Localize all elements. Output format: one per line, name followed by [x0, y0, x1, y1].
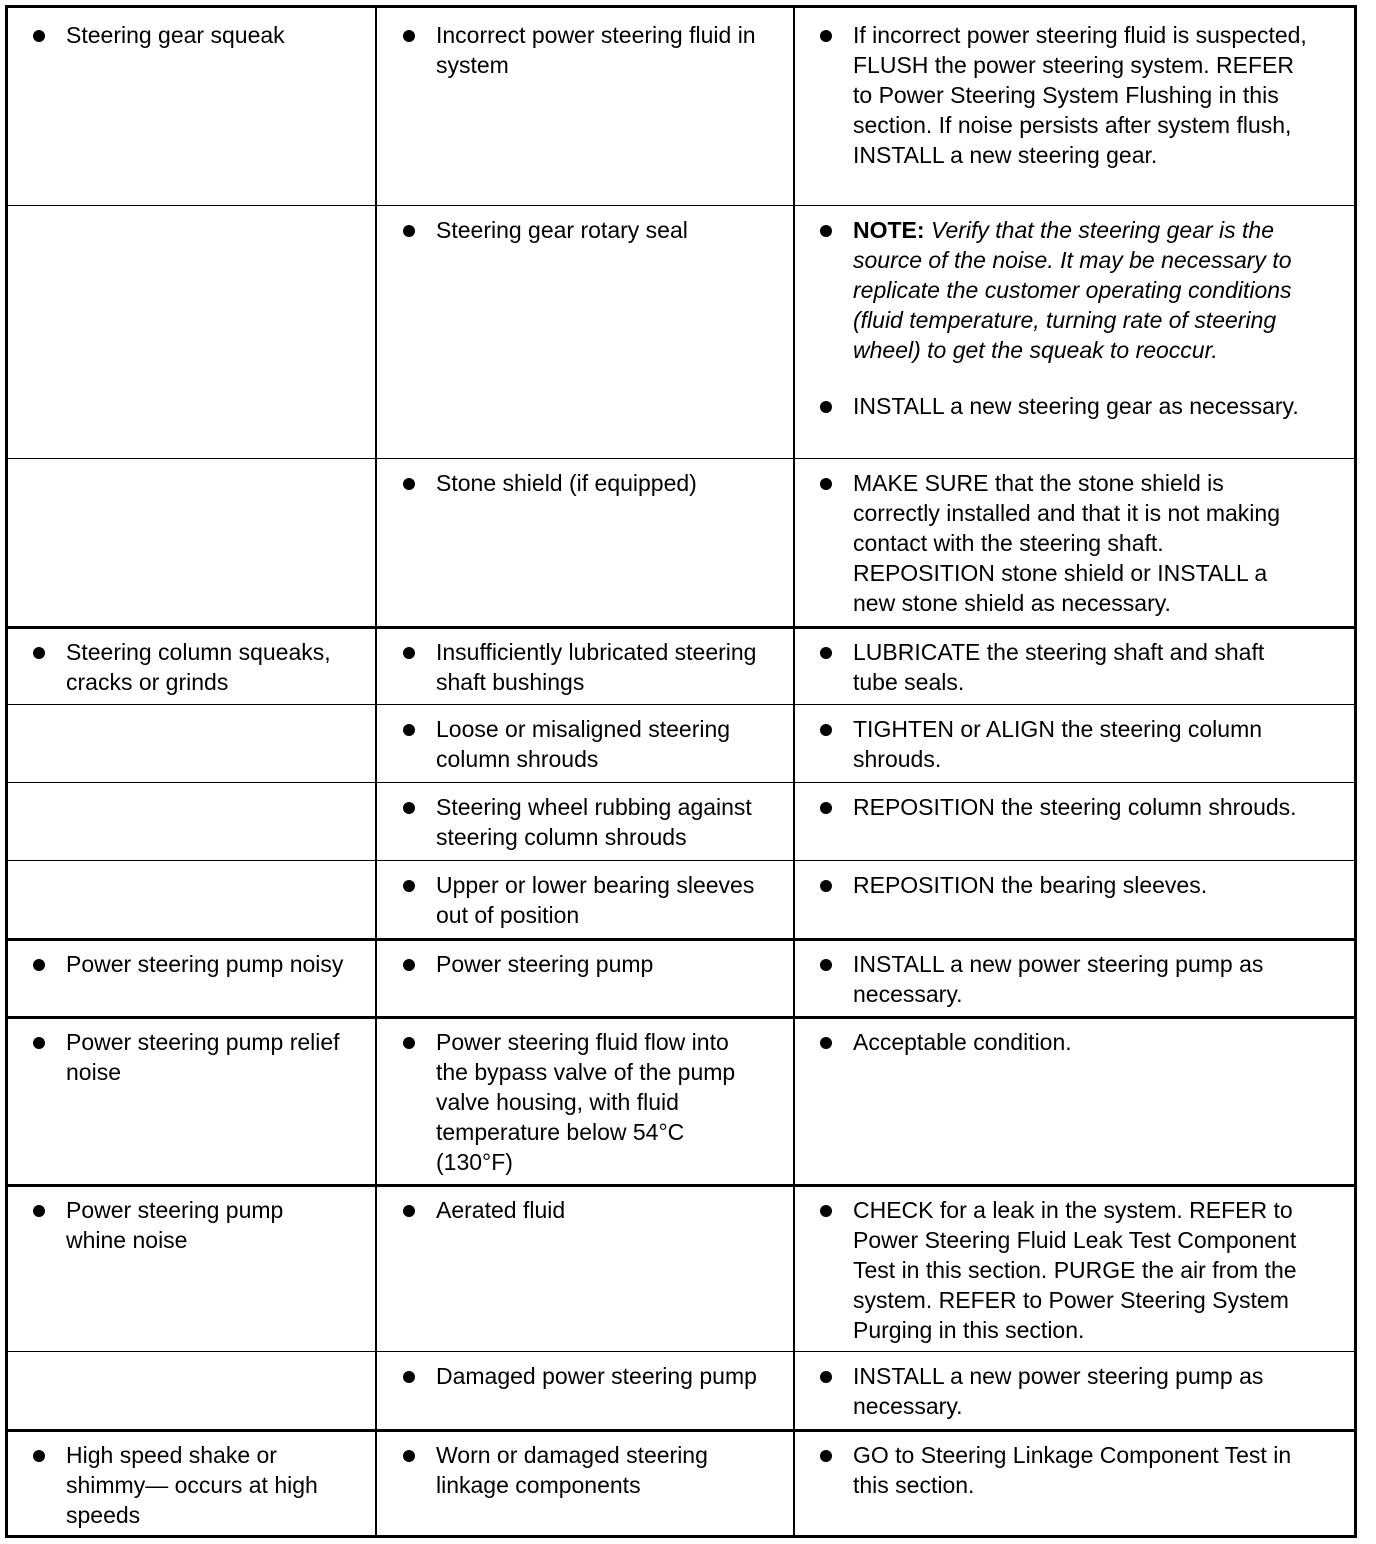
bullet-icon — [820, 959, 832, 971]
bullet-icon — [403, 1205, 415, 1217]
action-cell — [795, 629, 1354, 704]
table-row — [8, 704, 1354, 782]
action-cell — [795, 1187, 1354, 1351]
table-row — [8, 1429, 1354, 1535]
bullet-icon — [820, 1371, 832, 1383]
condition-text: Power steering pump whine noise — [66, 1197, 284, 1253]
action-text: INSTALL a new power steering pump as necessary. — [853, 1363, 1264, 1419]
bullet-icon — [403, 959, 415, 971]
source-text: Power steering fluid flow into the bypass valve of the pump valve housing, with fluid temperature below 54°C (130°F) — [436, 1029, 736, 1175]
action-text: INSTALL a new steering gear as necessary. — [853, 393, 1299, 419]
source-cell — [377, 1187, 793, 1351]
source-cell — [377, 861, 793, 938]
source-cell — [377, 8, 793, 205]
source-cell — [377, 1019, 793, 1184]
bullet-icon — [403, 1037, 415, 1049]
bullet-icon — [403, 30, 415, 42]
table-row — [8, 782, 1354, 860]
source-text: Incorrect power steering fluid in system — [436, 22, 756, 78]
bullet-icon — [33, 1205, 45, 1217]
bullet-icon — [820, 401, 832, 413]
action-cell — [795, 705, 1354, 782]
action-cell — [795, 1432, 1354, 1535]
source-text: Upper or lower bearing sleeves out of position — [436, 872, 755, 928]
action-cell — [795, 783, 1354, 860]
bullet-icon — [820, 1205, 832, 1217]
table-row — [8, 205, 1354, 458]
action-text: CHECK for a leak in the system. REFER to Power Steering Fluid Leak Test Component Test in this section. PURGE the air from the system. REFER to Power Steering System Purging in this section. — [853, 1197, 1297, 1343]
condition-cell — [8, 1352, 375, 1429]
table-row — [8, 626, 1354, 704]
action-text: MAKE SURE that the stone shield is correctly installed and that it is not making contact with the steering shaft. REPOSITION stone shield or INSTALL a new stone shield as necessary. — [853, 470, 1280, 616]
condition-text: Steering column squeaks, cracks or grinds — [66, 639, 331, 695]
condition-text: High speed shake or shimmy— occurs at high speeds — [66, 1442, 318, 1528]
action-text: LUBRICATE the steering shaft and shaft tube seals. — [853, 639, 1265, 695]
action-cell — [795, 206, 1354, 458]
condition-cell — [8, 206, 375, 458]
bullet-icon — [820, 1450, 832, 1462]
bullet-icon — [33, 1037, 45, 1049]
source-text: Loose or misaligned steering column shrouds — [436, 716, 731, 772]
source-cell — [377, 629, 793, 704]
action-text: If incorrect power steering fluid is suspected, FLUSH the power steering system. REFER to Power Steering System Flushing in this section. If noise persists after system flush, INSTALL a new steering gear. — [853, 22, 1307, 168]
action-text: TIGHTEN or ALIGN the steering column shrouds. — [853, 716, 1263, 772]
condition-cell — [8, 1432, 375, 1535]
action-cell — [795, 941, 1354, 1016]
bullet-icon — [403, 647, 415, 659]
bullet-icon — [820, 724, 832, 736]
action-cell — [795, 1352, 1354, 1429]
bullet-icon — [403, 1371, 415, 1383]
source-cell — [377, 1352, 793, 1429]
table-row — [8, 8, 1354, 205]
table-row — [8, 458, 1354, 626]
bullet-icon — [33, 1450, 45, 1462]
bullet-icon — [820, 225, 832, 237]
action-cell — [795, 861, 1354, 938]
table-row — [8, 938, 1354, 1016]
source-text: Damaged power steering pump — [436, 1363, 757, 1389]
bullet-icon — [820, 478, 832, 490]
action-cell — [795, 8, 1354, 205]
bullet-icon — [33, 647, 45, 659]
bullet-icon — [820, 1037, 832, 1049]
source-text: Power steering pump — [436, 951, 654, 977]
bullet-icon — [33, 959, 45, 971]
source-text: Stone shield (if equipped) — [436, 470, 697, 496]
source-text: Worn or damaged steering linkage components — [436, 1442, 708, 1498]
source-text: Steering wheel rubbing against steering column shrouds — [436, 794, 752, 850]
source-text: Insufficiently lubricated steering shaft bushings — [436, 639, 757, 695]
source-cell — [377, 705, 793, 782]
bullet-icon — [403, 478, 415, 490]
bullet-icon — [403, 802, 415, 814]
condition-text: Power steering pump noisy — [66, 951, 344, 977]
bullet-icon — [403, 724, 415, 736]
condition-cell — [8, 941, 375, 1016]
condition-cell — [8, 1187, 375, 1351]
note-label: NOTE: — [853, 217, 925, 243]
source-cell — [377, 941, 793, 1016]
condition-cell — [8, 629, 375, 704]
action-text: Acceptable condition. — [853, 1029, 1072, 1055]
note-text: Verify that the steering gear is the source of the noise. It may be necessary to replicate the customer operating conditions (fluid temperature, turning rate of steering wheel) to get the squeak to reoccur. — [853, 217, 1292, 363]
source-cell — [377, 783, 793, 860]
condition-text: Steering gear squeak — [66, 22, 285, 48]
condition-cell — [8, 705, 375, 782]
bullet-icon — [403, 1450, 415, 1462]
diagnosis-table — [5, 5, 1357, 1538]
condition-cell — [8, 8, 375, 205]
condition-text: Power steering pump relief noise — [66, 1029, 340, 1085]
bullet-icon — [820, 30, 832, 42]
action-cell — [795, 1019, 1354, 1184]
action-text: GO to Steering Linkage Component Test in this section. — [853, 1442, 1292, 1498]
table-row — [8, 1351, 1354, 1429]
bullet-icon — [403, 225, 415, 237]
bullet-icon — [820, 880, 832, 892]
source-cell — [377, 459, 793, 626]
source-cell — [377, 1432, 793, 1535]
bullet-icon — [820, 802, 832, 814]
action-text: REPOSITION the steering column shrouds. — [853, 794, 1297, 820]
action-cell — [795, 459, 1354, 626]
action-text: INSTALL a new power steering pump as necessary. — [853, 951, 1264, 1007]
source-text: Aerated fluid — [436, 1197, 566, 1223]
condition-cell — [8, 783, 375, 860]
condition-cell — [8, 861, 375, 938]
bullet-icon — [820, 647, 832, 659]
source-cell — [377, 206, 793, 458]
bullet-icon — [33, 30, 45, 42]
table-row — [8, 1016, 1354, 1184]
table-row — [8, 1184, 1354, 1351]
action-text: REPOSITION the bearing sleeves. — [853, 872, 1208, 898]
source-text: Steering gear rotary seal — [436, 217, 688, 243]
bullet-icon — [403, 880, 415, 892]
condition-cell — [8, 459, 375, 626]
table-row — [8, 860, 1354, 938]
condition-cell — [8, 1019, 375, 1184]
